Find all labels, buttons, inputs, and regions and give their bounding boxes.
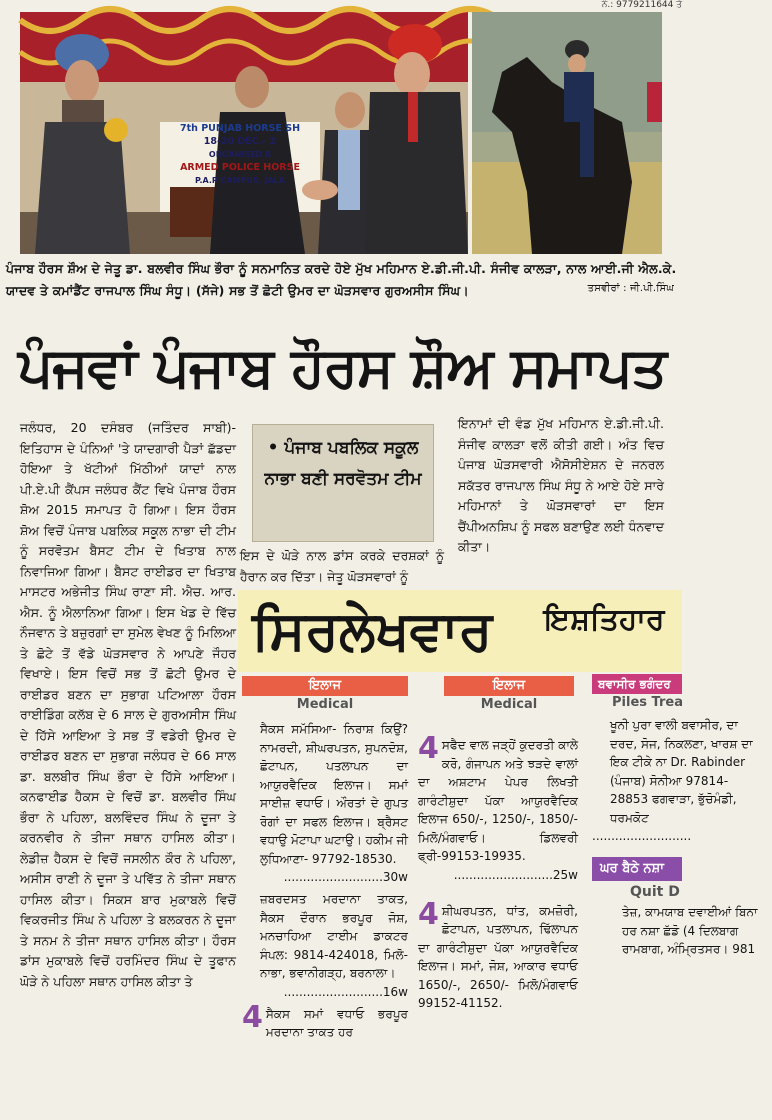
banner-line2: 18-20 DEC.- 2 xyxy=(203,136,277,147)
ad-column-2 xyxy=(418,676,578,1120)
ad-col1-ad2: ਜ਼ਬਰਦਸਤ ਮਰਦਾਨਾ ਤਾਕਤ, ਸੈਕਸ ਦੌਰਾਨ ਭਰਪੂਰ ਜੋਸ਼, ਮਨਚਾਹਿਆ ਟਾਈਮ ਡਾਕਟਰ ਸੰਪਲ: 9814-424018, ਮਿਲੋ- ਨਾਭਾ, ਭਵਾਨੀਗੜ੍ਹ, ਬਰਨਾਲਾ। xyxy=(260,892,408,980)
box-heading xyxy=(252,424,434,542)
horse-rider-photo xyxy=(472,12,662,254)
ad-col3-sub2: Quit D xyxy=(630,884,680,900)
classifieds-banner xyxy=(238,590,682,672)
classifieds-subtitle: ਇਸ਼ਤਿਹਾਰ xyxy=(544,602,665,637)
article-column-2: ਇਸ ਦੇ ਘੋੜੇ ਨਾਲ ਡਾਂਸ ਕਰਕੇ ਦਰਸ਼ਕਾਂ ਨੂੰ ਹੈਰਾਨ ਕਰ ਦਿੱਤਾ। ਜੇਤੂ ਘੋੜਸਵਾਰਾਂ ਨੂੰ xyxy=(240,548,444,584)
caption-text: ਪੰਜਾਬ ਹੌਰਸ ਸ਼ੌਅ ਦੇ ਜੇਤੂ ਡਾ. ਬਲਵੀਰ ਸਿੰਘ ਭੌਰਾ ਨੂੰ ਸਨਮਾਨਿਤ ਕਰਦੇ ਹੋਏ ਮੁੱਖ ਮਹਿਮਾਨ ਏ.ਡੀ.ਜੀ.ਪੀ. ਸੰਜੀਵ ਕਾਲੜਾ, ਨਾਲ ਆਈ.ਜੀ ਐਲ.ਕੇ. ਯਾਦਵ ਤੇ ਕਮਾਂਡੈਂਟ ਰਾਜਪਾਲ ਸਿੰਘ ਸੰਧੂ। (ਸੱਜੇ) ਸਭ ਤੋਂ ਛੋਟੀ ਉਮਰ ਦਾ ਘੋੜਸਵਾਰ ਗੁਰਅਸੀਸ ਸਿੰਘ। xyxy=(6,261,677,298)
ad-col3-ad2: ਤੇਜ਼, ਕਾਮਯਾਬ ਦਵਾਈਆਂ ਬਿਨਾ ਹਰ ਨਸ਼ਾ ਛੱਡੋ (4 ਦਿਲਬਾਗ ਰਾਮਬਾਗ, ਅੰਮ੍ਰਿਤਸਰ। 981 xyxy=(622,905,758,956)
ad-col1-ad1: ਸੈਕਸ ਸਮੱਸਿਆ- ਨਿਰਾਸ਼ ਕਿਉਂ? ਨਾਮਰਦੀ, ਸ਼ੀਘਰਪਤਨ, ਸੁਪਨਦੋਸ਼, ਛੋਟਾਪਨ, ਪਤਲਾਪਨ ਦਾ ਆਯੁਰਵੈਦਿਕ ਇਲਾਜ। ਸਮਾਂ ਸਾਈਜ਼ ਵਧਾਓ। ਔਰਤਾਂ ਦੇ ਗੁਪਤ ਰੋਗਾਂ ਦਾ ਸਫਲ ਇਲਾਜ। ਬ੍ਰੈਸਟ ਵਧਾਉ ਮੋਟਾਪਾ ਘਟਾਉ। ਹਕੀਮ ਜੀ ਲੁਧਿਆਣਾ- 97792-18530. xyxy=(260,722,408,866)
horse-rider-image xyxy=(472,12,662,254)
ad-col3-ad1: ਖੂਨੀ ਪੁਰਾ ਵਾਲੀ ਬਵਾਸੀਰ, ਦਾ ਦਰਦ, ਸੋਜ, ਨਿਕਲਣਾ, ਖਾਰਸ਼ ਦਾ ਇਕ ਟੀਕੇ ਨਾ Dr. Rabinder (ਪੰਜਾਬ) ਸੋਨੀਆ 97814-28853 ਫਗਵਾੜਾ, ਭੁੱਚੋਮੰਡੀ, ਧਰਮਕੋਟ xyxy=(610,718,753,825)
ad-col2-ad1: 4 ਸਫੈਦ ਵਾਲ ਜੜ੍ਹੋਂ ਕੁਦਰਤੀ ਕਾਲੇ ਕਰੋ, ਗੰਜਾਪਨ ਅਤੇ ਝੜਦੇ ਵਾਲਾਂ ਦਾ ਅਸ਼ਟਾਮ ਪੇਪਰ ਲਿਖਤੀ ਗਾਰੰਟੀਸ਼ੁਦਾ ਪੱਕਾ ਆਯੁਰਵੈਦਿਕ ਇਲਾਜ 650/-, 1250/-, 1850/- ਮਿਲੋ/ਮੰਗਵਾਓ। ਡਿਲਵਰੀ ਫ੍ਰੀ-99153-19935. xyxy=(418,731,578,863)
ceremony-photo xyxy=(20,12,468,254)
ad-col3-tag: ਬਵਾਸੀਰ ਭਗੰਦਰ xyxy=(592,674,682,694)
photo-caption xyxy=(6,258,678,302)
article-column-3: ਇਨਾਮਾਂ ਦੀ ਵੰਡ ਮੁੱਖ ਮਹਿਮਾਨ ਏ.ਡੀ.ਜੀ.ਪੀ. ਸੰਜੀਵ ਕਾਲੜਾ ਵਲੋਂ ਕੀਤੀ ਗਈ। ਅੰਤ ਵਿਚ ਪੰਜਾਬ ਘੋੜਸਵਾਰੀ ਐਸੋਸੀਏਸ਼ਨ ਦੇ ਜਨਰਲ ਸਕੱਤਰ ਰਾਜਪਾਲ ਸਿੰਘ ਸੰਧੂ ਨੇ ਆਏ ਹੋਏ ਸਾਰੇ ਮਹਿਮਾਨਾਂ ਤੇ ਘੋੜਸਵਾਰਾਂ ਦਾ ਇਸ ਚੈਂਪੀਅਨਸ਼ਿਪ ਨੂੰ ਸਫਲ ਬਣਾਉਣ ਲਈ ਧੰਨਵਾਦ ਕੀਤਾ। xyxy=(458,416,664,554)
ad-col1-sub: Medical xyxy=(296,697,354,712)
ad-col2-ad1-text: ਸਫੈਦ ਵਾਲ ਜੜ੍ਹੋਂ ਕੁਦਰਤੀ ਕਾਲੇ ਕਰੋ, ਗੰਜਾਪਨ ਅਤੇ ਝੜਦੇ ਵਾਲਾਂ ਦਾ ਅਸ਼ਟਾਮ ਪੇਪਰ ਲਿਖਤੀ ਗਾਰੰਟੀਸ਼ੁਦਾ ਪੱਕਾ ਆਯੁਰਵੈਦਿਕ ਇਲਾਜ 650/-, 1250/-, 1850/- ਮਿਲੋ/ਮੰਗਵਾਓ। ਡਿਲਵਰੀ ਫ੍ਰੀ-99153-19935. xyxy=(418,738,578,863)
headline: ਪੰਜਵਾਂ ਪੰਜਾਬ ਹੌਰਸ ਸ਼ੌਅ ਸਮਾਪਤ xyxy=(17,334,667,399)
ad-col2-ad2-text: ਸ਼ੀਘਰਪਤਨ, ਧਾਂਤ, ਕਮਜ਼ੋਰੀ, ਛੋਟਾਪਨ, ਪਤਲਾਪਨ, ਢਿੱਲਾਪਨ ਦਾ ਗਾਰੰਟੀਸ਼ੁਦਾ ਪੱਕਾ ਆਯੁਰਵੈਦਿਕ ਇਲਾਜ। ਸਮਾਂ, ਜੋਸ਼, ਆਕਾਰ ਵਧਾਓ 1650/-, 2650/- ਮਿਲੋ/ਮੰਗਵਾਓ 99152-41152. xyxy=(418,903,578,1010)
ad-column-3 xyxy=(592,674,758,1120)
ad-col2-ad1-end: ..........................25w xyxy=(453,867,578,882)
banner-line5: P.A.P CAMPUS, JALA xyxy=(195,176,285,185)
ad-col3-tag2: ਘਰ ਬੈਠੇ ਨਸ਼ਾ xyxy=(592,857,682,881)
ad-col1-tag: ਇਲਾਜ xyxy=(242,676,408,696)
banner-line1: 7th PUNJAB HORSE SH xyxy=(179,123,301,134)
ad-col1-ad3-text: ਸੈਕਸ ਸਮਾਂ ਵਧਾਓ ਭਰਪੂਰ ਮਰਦਾਨਾ ਤਾਕਤ ਹਰ xyxy=(265,1006,408,1039)
box-heading-text: • ਪੰਜਾਬ ਪਬਲਿਕ ਸਕੂਲ ਨਾਭਾ ਬਣੀ ਸਰਵੋਤਮ ਟੀਮ xyxy=(264,438,422,489)
ad-col3-sub: Piles Trea xyxy=(612,695,683,710)
photo-credit: ਤਸਵੀਰਾਂ : ਜੀ.ਪੀ.ਸਿੰਘ xyxy=(587,283,674,294)
banner-line3: ORGANISED B xyxy=(208,150,272,159)
ad-col2-ad2: 4 ਸ਼ੀਘਰਪਤਨ, ਧਾਂਤ, ਕਮਜ਼ੋਰੀ, ਛੋਟਾਪਨ, ਪਤਲਾਪਨ, ਢਿੱਲਾਪਨ ਦਾ ਗਾਰੰਟੀਸ਼ੁਦਾ ਪੱਕਾ ਆਯੁਰਵੈਦਿਕ ਇਲਾਜ। ਸਮਾਂ, ਜੋਸ਼, ਆਕਾਰ ਵਧਾਓ 1650/-, 2650/- ਮਿਲੋ/ਮੰਗਵਾਓ 99152-41152. xyxy=(418,896,578,1010)
top-strip: ਨੰ.: 9779211644 ਤੇ xyxy=(601,0,682,10)
ad-col2-sub: Medical xyxy=(480,697,538,712)
ad-col1-ad1-end: ..........................30w xyxy=(283,870,408,884)
ad-col3-dots: .......................... xyxy=(592,829,692,843)
ad-col1-ad3: 4 ਸੈਕਸ ਸਮਾਂ ਵਧਾਓ ਭਰਪੂਰ ਮਰਦਾਨਾ ਤਾਕਤ ਹਰ xyxy=(242,999,408,1039)
event-banner xyxy=(160,122,320,187)
banner-line4: ARMED POLICE HORSE xyxy=(180,162,300,173)
ad-column-1 xyxy=(242,676,408,1120)
article-column-1: ਜਲੰਧਰ, 20 ਦਸੰਬਰ (ਜਤਿੰਦਰ ਸਾਬੀ)- ਇਤਿਹਾਸ ਦੇ ਪੰਨਿਆਂ 'ਤੇ ਯਾਦਗਾਰੀ ਪੈੜਾਂ ਛੱਡਦਾ ਹੋਇਆ ਤੇ ਖੱਟੀਆਂ ਮਿੱਠੀਆਂ ਯਾਦਾਂ ਨਾਲ ਪੀ.ਏ.ਪੀ ਕੈਂਪਸ ਜਲੰਧਰ ਕੈਂਟ ਵਿਖੇ ਪੰਜਾਬ ਹੌਰਸ ਸ਼ੋਅ 2015 ਸਮਾਪਤ ਹੋ ਗਿਆ। ਇਸ ਹੌਰਸ ਸ਼ੋਅ ਵਿਚੋਂ ਪੰਜਾਬ ਪਬਲਿਕ ਸਕੂਲ ਨਾਭਾ ਦੀ ਟੀਮ ਨੂੰ ਸਰਵੋਤਮ ਬੈਸਟ ਟੀਮ ਦੇ ਖਿਤਾਬ ਨਾਲ ਨਿਵਾਜਿਆ ਗਿਆ। ਬੈਸਟ ਰਾਈਡਰ ਦਾ ਖਿਤਾਬ ਮਾਸਟਰ ਅਭੇਜੀਤ ਸਿੰਘ ਰਾਣਾ ਸੀ. ਐਚ. ਆਰ. ਐਸ. ਨੂੰ ਐਲਾਨਿਆ ਗਿਆ। ਇਸ ਖੇਡ ਦੇ ਵਿੱਚ ਨੌਜਵਾਨ ਤੇ ਬਜ਼ੁਰਗਾਂ ਦਾ ਸੁਮੇਲ ਵੇਖਣ ਨੂੰ ਮਿਲਿਆ ਤੇ ਛੋਟੇ ਤੋਂ ਵੱਡੇ ਘੋੜਸਵਾਰ ਨੇ ਆਪਣੇ ਜੌਹਰ ਵਿਖਾਏ। ਇਸ ਵਿਚੋਂ ਸਭ ਤੋਂ ਛੋਟੀ ਉਮਰ ਦੇ ਰਾਈਡਰ ਬਣਨ ਦਾ ਸੁਭਾਗ ਪਟਿਆਲਾ ਹੌਰਸ ਰਾਈਡਿੰਗ ਕਲੱਬ ਦੇ 6 ਸਾਲ ਦੇ ਗੁਰਅਸੀਸ ਸਿੰਘ ਦੇ ਹਿੱਸੇ ਆਇਆ ਤੇ ਸਭ ਤੋਂ ਵਡੇਰੀ ਉਮਰ ਦੇ ਰਾਈਡਰ ਬਣਨ ਦਾ ਸੁਭਾਗ ਜਲੰਧਰ ਦੇ 66 ਸਾਲ ਡਾ. ਬਲਬੀਰ ਸਿੰਘ ਭੌਰਾ ਦੇ ਹਿੱਸੇ ਆਇਆ। ਕਨਫਾਈਡ ਹੈਕਸ ਦੇ ਵਿਚੋਂ ਡਾ. ਬਲਵੀਰ ਸਿੰਘ ਭੌਰਾ ਨੇ ਪਹਿਲਾ, ਬਲਵਿੰਦਰ ਸਿੰਘ ਨੇ ਦੂਜਾ ਤੇ ਕਰਨਵੀਰ ਨੇ ਤੀਜਾ ਸਥਾਨ ਹਾਸਿਲ ਕੀਤਾ। ਲੇਡੀਜ਼ ਹੈਕਸ ਦੇ ਵਿਚੋਂ ਜਸਲੀਨ ਕੌਰ ਨੇ ਪਹਿਲਾ, ਅਸੀਸ ਰਾਣੀ ਨੇ ਦੂਜਾ ਤੇ ਪਵਿੱਤ ਨੇ ਤੀਜਾ ਸਥਾਨ ਹਾਸਿਲ ਕੀਤਾ। ਸਿਕਸ ਬਾਰ ਮੁਕਾਬਲੇ ਵਿਚੋਂ ਵਿਕਰਜੀਤ ਸਿੰਘ ਨੇ ਪਹਿਲਾ ਤੇ ਬਲਕਰਨ ਨੇ ਦੂਜਾ ਤੇ ਸਨਮ ਨੇ ਤੀਜਾ ਸਥਾਨ ਹਾਸਿਲ ਕੀਤਾ। ਹੌਰਸ ਡਾਂਸ ਮੁਕਾਬਲੇ ਵਿਚੋਂ ਹਰਮਿੰਦਰ ਸਿੰਘ ਦੇ ਤੂਫਾਨ ਘੋੜੇ ਨੇ ਪਹਿਲਾ ਸਥਾਨ ਹਾਸਿਲ ਕੀਤਾ ਤੇ xyxy=(20,420,236,989)
ad-col2-tag: ਇਲਾਜ xyxy=(444,676,574,696)
classifieds-title: ਸਿਰਲੇਖਵਾਰ xyxy=(252,598,493,662)
ad-col1-ad2-end: ..........................16w xyxy=(283,984,408,999)
